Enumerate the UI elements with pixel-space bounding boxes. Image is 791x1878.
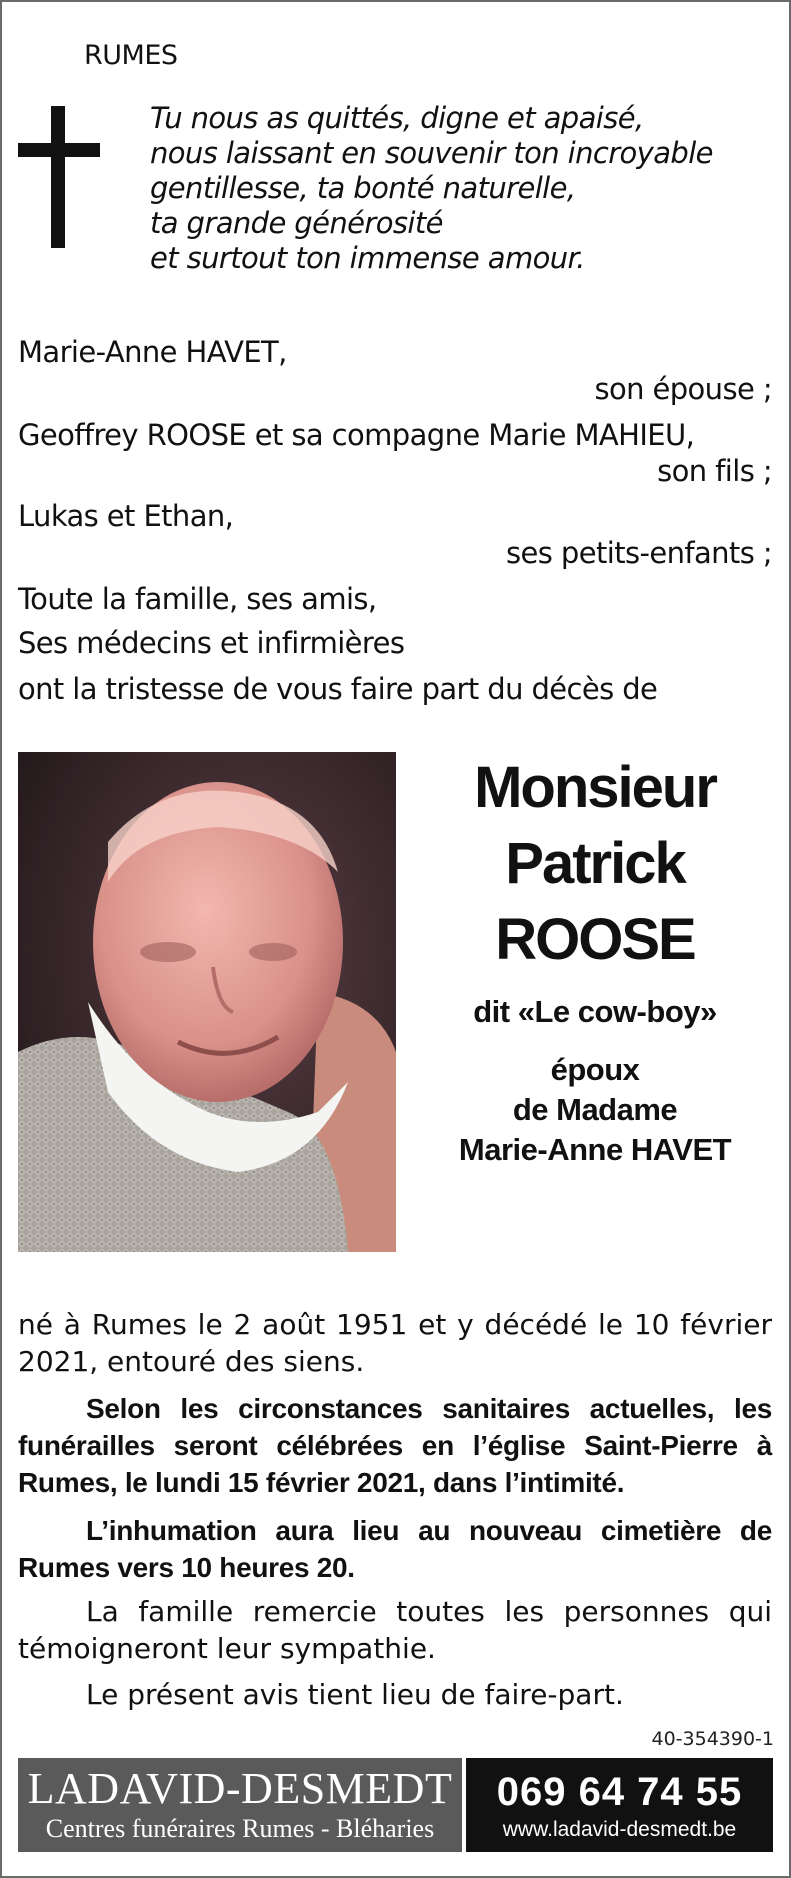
spouse-role: son épouse ;	[594, 372, 772, 406]
brand-name: LADAVID-DESMEDT	[27, 1764, 453, 1813]
burial-paragraph: L’inhumation aura lieu au nouveau cimetière de Rumes vers 10 heures 20.	[18, 1515, 772, 1583]
notice-paragraph: Le présent avis tient lieu de faire-part.	[86, 1678, 624, 1711]
deceased-first-name: Patrick	[505, 831, 685, 896]
poem-line: et surtout ton immense amour.	[150, 241, 585, 275]
phone-number[interactable]: 069 64 74 55	[496, 1770, 743, 1814]
location-header: RUMES	[84, 40, 178, 71]
others-line-1: Toute la famille, ses amis,	[18, 582, 377, 616]
deceased-last-name: ROOSE	[495, 907, 695, 972]
deceased-nickname: dit «Le cow-boy»	[473, 994, 717, 1029]
relation-line-1: époux	[550, 1052, 640, 1087]
grandchildren-names: Lukas et Ethan,	[18, 499, 234, 533]
contact-block	[466, 1758, 773, 1852]
deceased-title: Monsieur	[474, 755, 716, 820]
others-line-2: Ses médecins et infirmières	[18, 626, 405, 660]
son-name: Geoffrey ROOSE et sa compagne Marie MAHIEU,	[18, 418, 695, 452]
poem-line: Tu nous as quittés, digne et apaisé,	[150, 101, 644, 135]
cross-icon-bar	[18, 143, 100, 157]
reference-number: 40-354390-1	[651, 1728, 774, 1750]
cross-icon	[51, 106, 65, 248]
funeral-paragraph: Selon les circonstances sanitaires actuelles, les funérailles seront célébrées en l’église Saint-Pierre à Rumes, le lundi 15 février 2021, dans l’intimité.	[18, 1393, 772, 1498]
spouse-name: Marie-Anne HAVET,	[18, 335, 287, 369]
thanks-paragraph: La famille remercie toutes les personnes qui témoigneront leur sympathie.	[18, 1595, 772, 1665]
poem-line: ta grande générosité	[150, 206, 443, 240]
deceased-name-block	[425, 750, 765, 1170]
grandchildren-role: ses petits-enfants ;	[506, 536, 772, 570]
website-link[interactable]: www.ladavid-desmedt.be	[502, 1818, 737, 1841]
relation-line-3: Marie-Anne HAVET	[458, 1132, 732, 1167]
son-role: son fils ;	[657, 454, 772, 488]
portrait-photo	[18, 752, 396, 1252]
funeral-home-brand	[18, 1758, 462, 1852]
brand-subtitle: Centres funéraires Rumes - Bléharies	[45, 1814, 435, 1843]
poem-line: gentillesse, ta bonté naturelle,	[150, 171, 576, 205]
announcement: ont la tristesse de vous faire part du décès de	[18, 672, 658, 706]
poem-line: nous laissant en souvenir ton incroyable	[150, 136, 713, 170]
birth-death-paragraph: né à Rumes le 2 août 1951 et y décédé le 10 février 2021, entouré des siens.	[18, 1308, 772, 1378]
relation-line-2: de Madame	[512, 1092, 678, 1127]
poem	[150, 101, 713, 276]
